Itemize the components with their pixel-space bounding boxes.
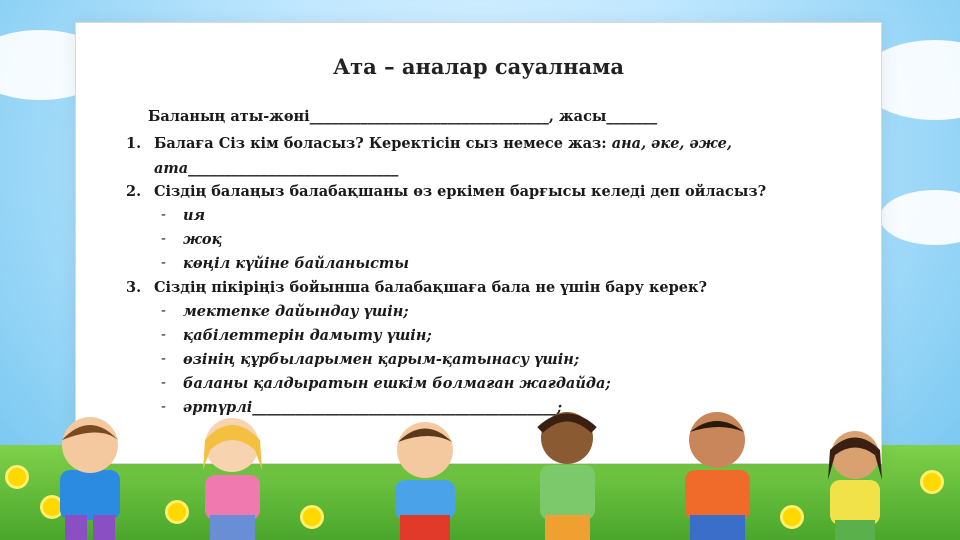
dash-marker: - [161,255,166,271]
answer-option: ия [183,207,206,224]
question-1-continued [154,160,398,177]
dash-marker: - [161,207,166,223]
kid-figure [203,418,262,540]
question-2: Сіздің балаңыз балабақшаны өз еркімен барғысы келеді деп ойласыз? [154,183,767,200]
question-1-text: Балаға Сіз кім боласыз? Керектісін сыз немесе жаз: [154,135,612,152]
answer-option: көңіл күйіне байланысты [183,255,410,272]
kid-figure [60,417,120,540]
answer-blank: _____________________________ [188,160,399,177]
question-number: 3. [126,279,142,296]
dash-marker: - [161,399,166,415]
answer-option: мектепке дайындау үшін; [183,303,409,320]
page-title: Ата – аналар сауалнама [333,54,624,79]
dash-marker: - [161,231,166,247]
kid-figure [828,431,882,540]
kid-figure [395,422,455,540]
answer-option: баланы қалдыратын ешкім болмаған жағдайда; [183,375,611,392]
question-number: 1. [126,135,142,152]
dash-marker: - [161,375,166,391]
answer-option: өзінің құрбыларымен қарым-қатынасу үшін; [183,351,580,368]
question-1-option-ata: ата [154,160,189,177]
dash-marker: - [161,351,166,367]
questionnaire-sheet [75,22,882,464]
dash-marker: - [161,303,166,319]
answer-option: әртүрлі__________________________________________; [183,399,563,416]
question-1 [154,135,732,152]
kid-figure [685,412,750,540]
question-3: Сіздің пікіріңіз бойынша балабақшаға бала не үшін бару керек? [154,279,707,296]
question-number: 2. [126,183,142,200]
children-illustration [0,410,960,540]
kid-figure [540,412,595,540]
answer-option: қабілеттерін дамыту үшін; [183,327,432,344]
question-1-options: ана, әке, әже, [611,135,732,152]
dash-marker: - [161,327,166,343]
child-name-line: Баланың аты-жөні_________________________________, жасы_______ [148,108,658,125]
answer-option: жоқ [183,231,222,248]
